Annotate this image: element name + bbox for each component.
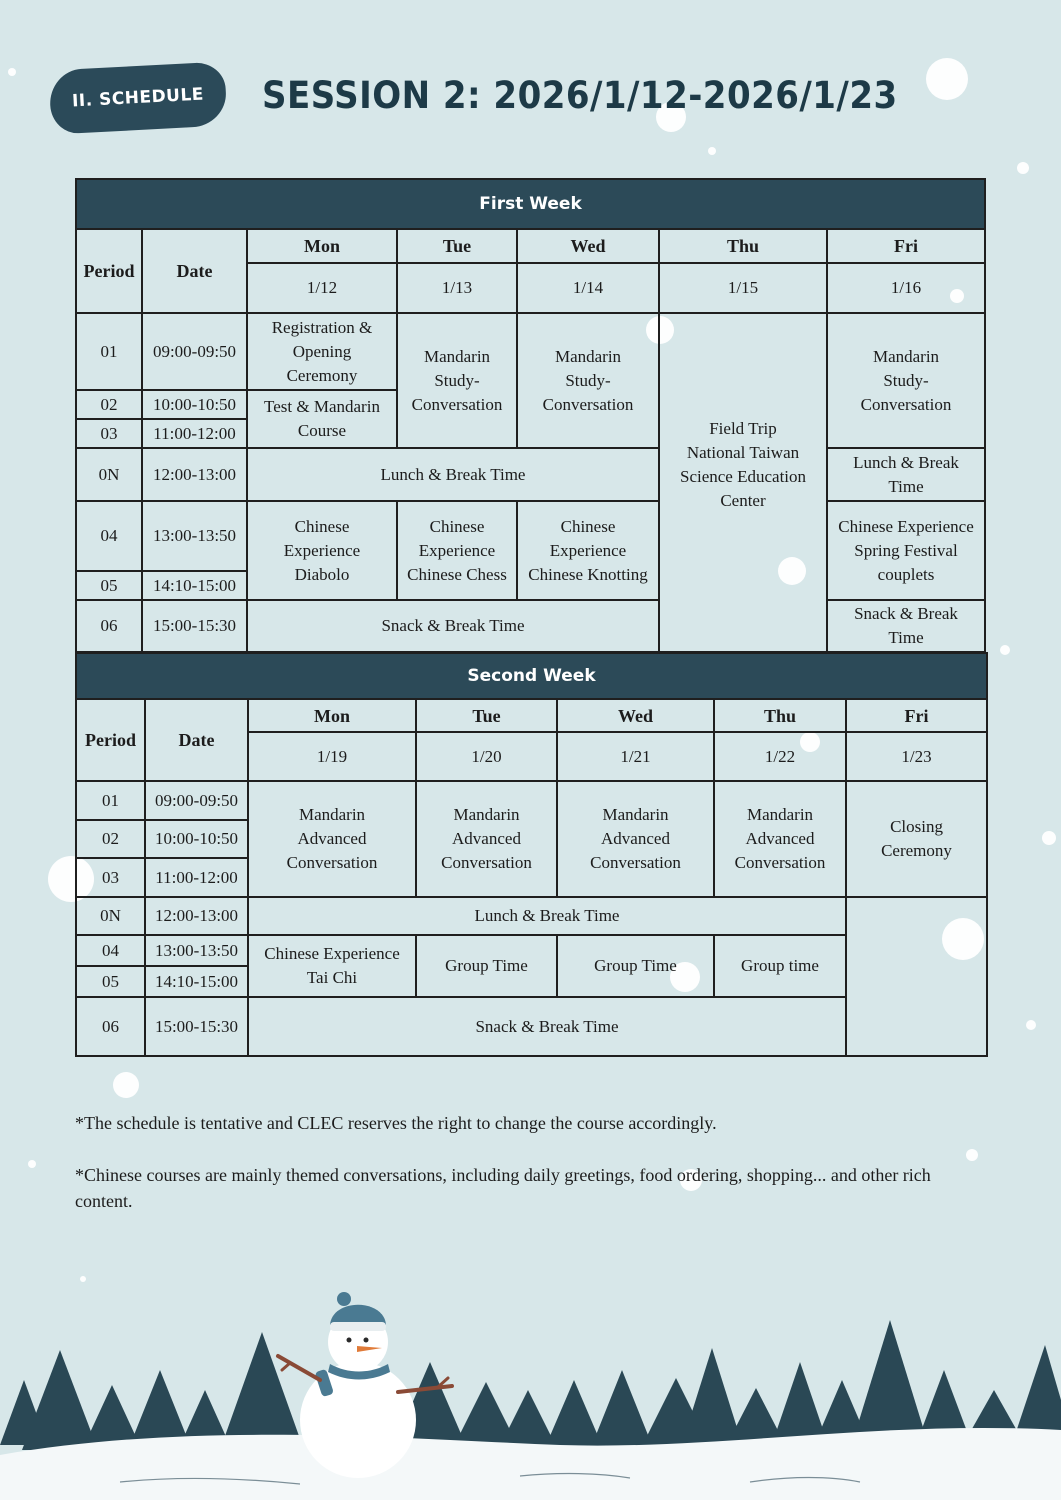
time-cell: 14:10-15:00 xyxy=(145,966,248,997)
period-cell: 01 xyxy=(76,781,145,820)
activity-cell: Mandarin Advanced Conversation xyxy=(714,781,846,897)
date-header: Date xyxy=(142,229,247,313)
day-header: Wed xyxy=(557,699,714,732)
snowflake-decoration xyxy=(1000,645,1010,655)
winter-scene-illustration xyxy=(0,1270,1061,1500)
second-week-schedule-table xyxy=(75,652,988,1057)
day-header: Fri xyxy=(827,229,985,263)
day-header: Thu xyxy=(714,699,846,732)
date-header: Date xyxy=(145,699,248,781)
snowflake-decoration xyxy=(113,1072,139,1098)
activity-cell: Snack & Break Time xyxy=(827,600,985,652)
time-cell: 15:00-15:30 xyxy=(142,600,247,652)
week-title: First Week xyxy=(76,179,985,229)
day-header: Wed xyxy=(517,229,659,263)
lunch-break-cell: Lunch & Break Time xyxy=(247,448,659,501)
day-header: Tue xyxy=(416,699,557,732)
day-header: Fri xyxy=(846,699,987,732)
time-cell: 10:00-10:50 xyxy=(142,390,247,419)
date-cell: 1/15 xyxy=(659,263,827,313)
activity-cell: Chinese Experience Spring Festival couplets xyxy=(827,501,985,600)
period-cell: 05 xyxy=(76,571,142,600)
activity-cell: Chinese Experience Chinese Knotting xyxy=(517,501,659,600)
activity-cell: Mandarin Advanced Conversation xyxy=(248,781,416,897)
activity-cell: Mandarin Advanced Conversation xyxy=(416,781,557,897)
snowflake-decoration xyxy=(926,58,968,100)
activity-cell: Mandarin Advanced Conversation xyxy=(557,781,714,897)
time-cell: 09:00-09:50 xyxy=(145,781,248,820)
date-cell: 1/19 xyxy=(248,732,416,781)
empty-cell xyxy=(846,897,987,1056)
day-header: Mon xyxy=(248,699,416,732)
time-cell: 12:00-13:00 xyxy=(145,897,248,935)
period-cell: 01 xyxy=(76,313,142,390)
activity-cell: Chinese Experience Diabolo xyxy=(247,501,397,600)
snowflake-decoration xyxy=(1017,162,1029,174)
time-cell: 11:00-12:00 xyxy=(145,858,248,897)
date-cell: 1/23 xyxy=(846,732,987,781)
time-cell: 14:10-15:00 xyxy=(142,571,247,600)
day-header: Thu xyxy=(659,229,827,263)
section-badge: II. SCHEDULE xyxy=(48,61,227,134)
week-title: Second Week xyxy=(76,653,987,699)
period-cell: 04 xyxy=(76,501,142,571)
activity-cell: Test & Mandarin Course xyxy=(247,390,397,448)
course-note: *Chinese courses are mainly themed conversations, including daily greetings, food ordering, shopping... and other rich content. xyxy=(75,1165,931,1211)
period-header: Period xyxy=(76,699,145,781)
snowflake-decoration xyxy=(8,68,16,76)
date-cell: 1/20 xyxy=(416,732,557,781)
snowflake-decoration xyxy=(966,1149,978,1161)
period-cell: 06 xyxy=(76,600,142,652)
period-cell: 06 xyxy=(76,997,145,1056)
activity-cell: Registration & Opening Ceremony xyxy=(247,313,397,390)
activity-cell: Mandarin Study- Conversation xyxy=(397,313,517,448)
activity-cell: Group time xyxy=(714,935,846,997)
activity-cell: Chinese Experience Tai Chi xyxy=(248,935,416,997)
time-cell: 15:00-15:30 xyxy=(145,997,248,1056)
activity-cell: Group Time xyxy=(557,935,714,997)
day-header: Mon xyxy=(247,229,397,263)
period-cell: 03 xyxy=(76,858,145,897)
snack-break-cell: Snack & Break Time xyxy=(247,600,659,652)
time-cell: 12:00-13:00 xyxy=(142,448,247,501)
date-cell: 1/21 xyxy=(557,732,714,781)
day-header: Tue xyxy=(397,229,517,263)
period-cell: 02 xyxy=(76,390,142,419)
activity-cell: Lunch & Break Time xyxy=(827,448,985,501)
time-cell: 10:00-10:50 xyxy=(145,820,248,858)
activity-cell: Chinese Experience Chinese Chess xyxy=(397,501,517,600)
time-cell: 09:00-09:50 xyxy=(142,313,247,390)
snack-break-cell: Snack & Break Time xyxy=(248,997,846,1056)
closing-ceremony-cell: Closing Ceremony xyxy=(846,781,987,897)
time-cell: 13:00-13:50 xyxy=(145,935,248,966)
date-cell: 1/16 xyxy=(827,263,985,313)
page-title: SESSION 2: 2026/1/12-2026/1/23 xyxy=(262,74,898,117)
period-cell: 02 xyxy=(76,820,145,858)
date-cell: 1/13 xyxy=(397,263,517,313)
period-cell: 03 xyxy=(76,419,142,448)
lunch-break-cell: Lunch & Break Time xyxy=(248,897,846,935)
period-cell: 04 xyxy=(76,935,145,966)
first-week-schedule-table xyxy=(75,178,986,653)
activity-cell: Group Time xyxy=(416,935,557,997)
date-cell: 1/12 xyxy=(247,263,397,313)
period-header: Period xyxy=(76,229,142,313)
activity-cell: Mandarin Study- Conversation xyxy=(517,313,659,448)
snowflake-decoration xyxy=(28,1160,36,1168)
period-cell: 05 xyxy=(76,966,145,997)
snowflake-decoration xyxy=(708,147,716,155)
snowflake-decoration xyxy=(1026,1020,1036,1030)
period-cell: 0N xyxy=(76,448,142,501)
field-trip-cell: Field Trip National Taiwan Science Education Center xyxy=(659,313,827,652)
date-cell: 1/22 xyxy=(714,732,846,781)
date-cell: 1/14 xyxy=(517,263,659,313)
snowflake-decoration xyxy=(1042,831,1056,845)
time-cell: 13:00-13:50 xyxy=(142,501,247,571)
activity-cell: Mandarin Study- Conversation xyxy=(827,313,985,448)
period-cell: 0N xyxy=(76,897,145,935)
schedule-note: *The schedule is tentative and CLEC reserves the right to change the course accordingly. xyxy=(75,1113,717,1133)
time-cell: 11:00-12:00 xyxy=(142,419,247,448)
